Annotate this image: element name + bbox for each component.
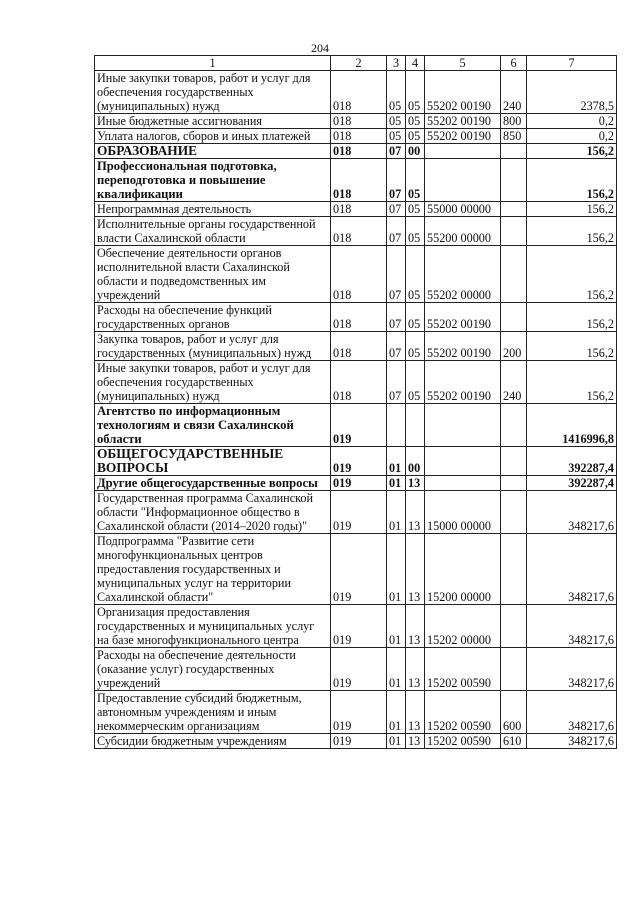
subsection-code: 05 bbox=[406, 361, 425, 404]
ministry-code: 019 bbox=[331, 534, 387, 605]
ministry-code: 018 bbox=[331, 71, 387, 114]
table-row bbox=[95, 361, 617, 404]
ministry-code: 019 bbox=[331, 605, 387, 648]
expense-type-code bbox=[501, 491, 527, 534]
row-name: Исполнительные органы государственной власти Сахалинской области bbox=[95, 217, 331, 246]
ministry-code: 018 bbox=[331, 303, 387, 332]
table-row bbox=[95, 648, 617, 691]
amount: 348217,6 bbox=[527, 648, 617, 691]
ministry-code: 018 bbox=[331, 246, 387, 303]
row-name: Иные бюджетные ассигнования bbox=[95, 114, 331, 129]
amount: 348217,6 bbox=[527, 605, 617, 648]
target-article-code bbox=[425, 159, 501, 202]
ministry-code: 018 bbox=[331, 202, 387, 217]
row-name: ОБРАЗОВАНИЕ bbox=[95, 144, 331, 159]
table-row bbox=[95, 404, 617, 447]
column-number: 6 bbox=[501, 56, 527, 71]
row-name: Другие общегосударственные вопросы bbox=[95, 476, 331, 491]
subsection-code: 13 bbox=[406, 491, 425, 534]
ministry-code: 019 bbox=[331, 404, 387, 447]
amount: 156,2 bbox=[527, 202, 617, 217]
table-row bbox=[95, 246, 617, 303]
subsection-code: 13 bbox=[406, 691, 425, 734]
section-code: 07 bbox=[387, 159, 406, 202]
ministry-code: 018 bbox=[331, 144, 387, 159]
expense-type-code bbox=[501, 144, 527, 159]
table-row bbox=[95, 217, 617, 246]
amount: 348217,6 bbox=[527, 734, 617, 749]
table-row bbox=[95, 691, 617, 734]
column-number: 4 bbox=[406, 56, 425, 71]
ministry-code: 018 bbox=[331, 332, 387, 361]
ministry-code: 019 bbox=[331, 447, 387, 476]
row-name: Организация предоставления государственных и муниципальных услуг на базе многофункционального центра bbox=[95, 605, 331, 648]
amount: 0,2 bbox=[527, 129, 617, 144]
ministry-code: 019 bbox=[331, 691, 387, 734]
section-code: 07 bbox=[387, 144, 406, 159]
target-article-code: 15202 00590 bbox=[425, 691, 501, 734]
subsection-code: 05 bbox=[406, 159, 425, 202]
table-row bbox=[95, 605, 617, 648]
subsection-code: 13 bbox=[406, 605, 425, 648]
amount: 156,2 bbox=[527, 361, 617, 404]
expense-type-code bbox=[501, 246, 527, 303]
subsection-code: 05 bbox=[406, 114, 425, 129]
column-number: 3 bbox=[387, 56, 406, 71]
subsection-code bbox=[406, 404, 425, 447]
section-code: 07 bbox=[387, 303, 406, 332]
expense-type-code: 240 bbox=[501, 71, 527, 114]
ministry-code: 019 bbox=[331, 648, 387, 691]
section-code: 07 bbox=[387, 332, 406, 361]
subsection-code: 05 bbox=[406, 332, 425, 361]
subsection-code: 13 bbox=[406, 476, 425, 491]
section-code: 01 bbox=[387, 605, 406, 648]
section-code bbox=[387, 404, 406, 447]
subsection-code: 05 bbox=[406, 303, 425, 332]
expense-type-code bbox=[501, 404, 527, 447]
expense-type-code bbox=[501, 534, 527, 605]
amount: 0,2 bbox=[527, 114, 617, 129]
row-name: Обеспечение деятельности органов исполнительной власти Сахалинской области и подведомственных им учреждений bbox=[95, 246, 331, 303]
target-article-code: 15200 00000 bbox=[425, 534, 501, 605]
amount: 156,2 bbox=[527, 332, 617, 361]
amount: 156,2 bbox=[527, 303, 617, 332]
amount: 156,2 bbox=[527, 159, 617, 202]
section-code: 01 bbox=[387, 691, 406, 734]
column-number: 5 bbox=[425, 56, 501, 71]
column-number: 7 bbox=[527, 56, 617, 71]
amount: 156,2 bbox=[527, 246, 617, 303]
expense-type-code bbox=[501, 202, 527, 217]
page-number: 204 bbox=[311, 41, 329, 55]
target-article-code: 55202 00190 bbox=[425, 71, 501, 114]
row-name: Иные закупки товаров, работ и услуг для обеспечения государственных (муниципальных) нужд bbox=[95, 361, 331, 404]
subsection-code: 13 bbox=[406, 648, 425, 691]
target-article-code: 15202 00590 bbox=[425, 648, 501, 691]
row-name: Предоставление субсидий бюджетным, автономным учреждениям и иным некоммерческим организациям bbox=[95, 691, 331, 734]
expense-type-code: 600 bbox=[501, 691, 527, 734]
section-code: 05 bbox=[387, 71, 406, 114]
row-name: Профессиональная подготовка, переподготовка и повышение квалификации bbox=[95, 159, 331, 202]
subsection-code: 05 bbox=[406, 246, 425, 303]
target-article-code: 15202 00590 bbox=[425, 734, 501, 749]
table-row bbox=[95, 332, 617, 361]
amount: 2378,5 bbox=[527, 71, 617, 114]
expense-type-code bbox=[501, 303, 527, 332]
amount: 348217,6 bbox=[527, 534, 617, 605]
amount: 156,2 bbox=[527, 144, 617, 159]
expense-type-code bbox=[501, 447, 527, 476]
amount: 348217,6 bbox=[527, 691, 617, 734]
ministry-code: 019 bbox=[331, 491, 387, 534]
subsection-code: 05 bbox=[406, 217, 425, 246]
expense-type-code: 610 bbox=[501, 734, 527, 749]
section-code: 01 bbox=[387, 734, 406, 749]
table-row bbox=[95, 734, 617, 749]
target-article-code bbox=[425, 144, 501, 159]
amount: 348217,6 bbox=[527, 491, 617, 534]
table-row bbox=[95, 476, 617, 491]
target-article-code: 55000 00000 bbox=[425, 202, 501, 217]
row-name: Агентство по информационным технологиям и связи Сахалинской области bbox=[95, 404, 331, 447]
amount: 392287,4 bbox=[527, 476, 617, 491]
table-row bbox=[95, 71, 617, 114]
expense-type-code bbox=[501, 605, 527, 648]
target-article-code bbox=[425, 404, 501, 447]
section-code: 05 bbox=[387, 129, 406, 144]
expense-type-code bbox=[501, 648, 527, 691]
subsection-code: 00 bbox=[406, 447, 425, 476]
target-article-code: 15000 00000 bbox=[425, 491, 501, 534]
target-article-code: 55202 00190 bbox=[425, 129, 501, 144]
column-number: 1 bbox=[95, 56, 331, 71]
table-row bbox=[95, 144, 617, 159]
section-code: 07 bbox=[387, 202, 406, 217]
section-code: 01 bbox=[387, 534, 406, 605]
ministry-code: 019 bbox=[331, 476, 387, 491]
table-row bbox=[95, 114, 617, 129]
row-name: Закупка товаров, работ и услуг для государственных (муниципальных) нужд bbox=[95, 332, 331, 361]
amount: 1416996,8 bbox=[527, 404, 617, 447]
section-code: 05 bbox=[387, 114, 406, 129]
subsection-code: 05 bbox=[406, 202, 425, 217]
row-name: Иные закупки товаров, работ и услуг для обеспечения государственных (муниципальных) нужд bbox=[95, 71, 331, 114]
ministry-code: 018 bbox=[331, 159, 387, 202]
ministry-code: 019 bbox=[331, 734, 387, 749]
subsection-code: 13 bbox=[406, 534, 425, 605]
table-row bbox=[95, 534, 617, 605]
target-article-code: 55202 00190 bbox=[425, 114, 501, 129]
row-name: Государственная программа Сахалинской области "Информационное общество в Сахалинской области (2014–2020 годы)" bbox=[95, 491, 331, 534]
table-row bbox=[95, 491, 617, 534]
subsection-code: 05 bbox=[406, 129, 425, 144]
section-code: 07 bbox=[387, 246, 406, 303]
row-name: Непрограммная деятельность bbox=[95, 202, 331, 217]
row-name: Субсидии бюджетным учреждениям bbox=[95, 734, 331, 749]
ministry-code: 018 bbox=[331, 129, 387, 144]
expense-type-code bbox=[501, 159, 527, 202]
expense-type-code: 800 bbox=[501, 114, 527, 129]
subsection-code: 00 bbox=[406, 144, 425, 159]
target-article-code: 55202 00190 bbox=[425, 361, 501, 404]
section-code: 01 bbox=[387, 476, 406, 491]
budget-table bbox=[94, 55, 617, 749]
section-code: 01 bbox=[387, 491, 406, 534]
expense-type-code: 850 bbox=[501, 129, 527, 144]
ministry-code: 018 bbox=[331, 114, 387, 129]
target-article-code: 55202 00190 bbox=[425, 332, 501, 361]
ministry-code: 018 bbox=[331, 217, 387, 246]
row-name: ОБЩЕГОСУДАРСТВЕННЫЕ ВОПРОСЫ bbox=[95, 447, 331, 476]
section-code: 01 bbox=[387, 447, 406, 476]
table-row bbox=[95, 159, 617, 202]
section-code: 07 bbox=[387, 361, 406, 404]
target-article-code: 55202 00190 bbox=[425, 303, 501, 332]
amount: 156,2 bbox=[527, 217, 617, 246]
table-row bbox=[95, 303, 617, 332]
target-article-code: 55202 00000 bbox=[425, 246, 501, 303]
table-row bbox=[95, 447, 617, 476]
section-code: 01 bbox=[387, 648, 406, 691]
target-article-code: 15202 00000 bbox=[425, 605, 501, 648]
row-name: Расходы на обеспечение функций государственных органов bbox=[95, 303, 331, 332]
expense-type-code: 240 bbox=[501, 361, 527, 404]
target-article-code bbox=[425, 476, 501, 491]
expense-type-code: 200 bbox=[501, 332, 527, 361]
expense-type-code bbox=[501, 476, 527, 491]
table-row bbox=[95, 129, 617, 144]
amount: 392287,4 bbox=[527, 447, 617, 476]
subsection-code: 05 bbox=[406, 71, 425, 114]
row-name: Уплата налогов, сборов и иных платежей bbox=[95, 129, 331, 144]
section-code: 07 bbox=[387, 217, 406, 246]
column-number: 2 bbox=[331, 56, 387, 71]
target-article-code: 55200 00000 bbox=[425, 217, 501, 246]
subsection-code: 13 bbox=[406, 734, 425, 749]
target-article-code bbox=[425, 447, 501, 476]
expense-type-code bbox=[501, 217, 527, 246]
row-name: Подпрограмма "Развитие сети многофункциональных центров предоставления государственных и муниципальных услуг на территории Сахалинской области" bbox=[95, 534, 331, 605]
row-name: Расходы на обеспечение деятельности (оказание услуг) государственных учреждений bbox=[95, 648, 331, 691]
table-row bbox=[95, 202, 617, 217]
ministry-code: 018 bbox=[331, 361, 387, 404]
column-number-row bbox=[95, 56, 617, 71]
